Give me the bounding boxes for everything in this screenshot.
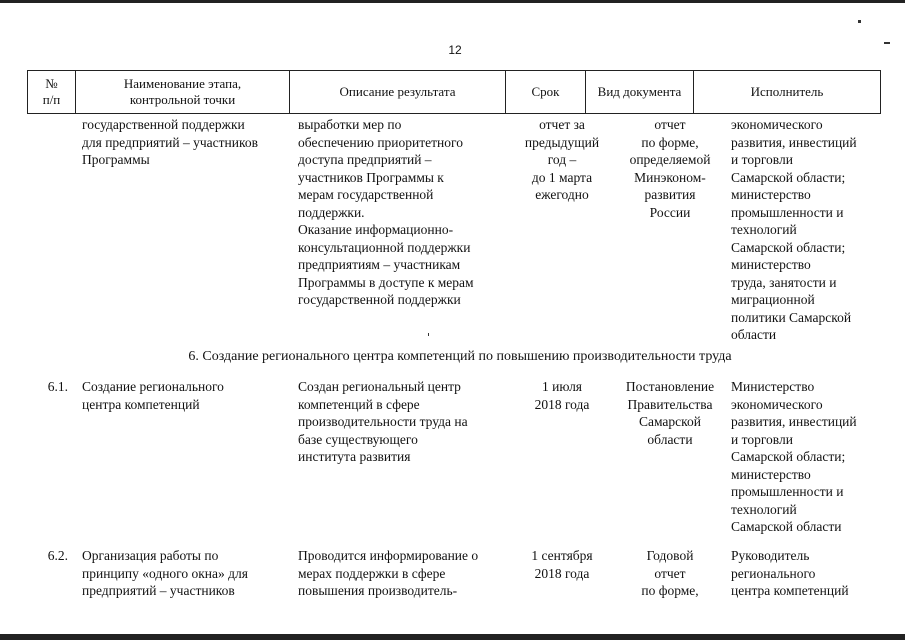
- text-line: мерам государственной: [298, 187, 434, 202]
- header-num: [28, 71, 76, 114]
- text-line: Оказание информационно-: [298, 222, 454, 237]
- header-exec: Исполнитель: [694, 71, 881, 114]
- header-name: [76, 71, 290, 114]
- text-line: доступа предприятий –: [298, 152, 432, 167]
- text-line: базе существующего: [298, 431, 418, 447]
- text-line: мерах поддержки в сфере: [298, 565, 446, 581]
- text-line: до 1 марта: [531, 169, 593, 185]
- text-line: Годовой: [646, 548, 694, 563]
- scan-speck: [428, 333, 429, 336]
- text-line: Программы: [82, 152, 150, 167]
- text-line: развития, инвестиций: [731, 414, 857, 429]
- continued-name: [82, 116, 282, 169]
- text-line: института развития: [298, 449, 411, 464]
- text-line: участников Программы к: [298, 169, 444, 185]
- continued-term: [512, 116, 612, 204]
- text-line: 2018 года: [534, 396, 590, 412]
- text-line: отчет: [654, 117, 686, 132]
- table-header: [27, 70, 881, 114]
- text-line: Создан региональный центр: [298, 379, 461, 394]
- text-line: миграционной: [731, 292, 815, 307]
- text-line: производительности труда на: [298, 414, 468, 429]
- text-line: Проводится информирование о: [298, 548, 479, 563]
- row-6-2-name: [82, 547, 282, 600]
- text-line: Постановление: [625, 379, 715, 394]
- text-line: России: [649, 204, 691, 220]
- text-line: Руководитель: [731, 548, 810, 563]
- text-line: компетенций в сфере: [298, 396, 420, 412]
- row-6-2-num: 6.2.: [47, 548, 68, 563]
- text-line: промышленности и: [731, 484, 844, 499]
- text-line: 1 сентября: [531, 548, 593, 563]
- text-line: Самарской области;: [731, 169, 846, 185]
- text-line: экономического: [731, 117, 823, 132]
- row-6-1-num: 6.1.: [47, 379, 68, 394]
- header-term: Срок: [506, 71, 586, 114]
- text-line: год –: [547, 152, 577, 167]
- header-name-line: Наименование этапа,: [123, 76, 242, 91]
- scan-speck: [858, 20, 861, 23]
- text-line: центра компетенций: [731, 583, 849, 598]
- text-line: предприятий – участников: [82, 583, 235, 598]
- page-number: 12: [448, 43, 462, 57]
- text-line: центра компетенций: [82, 396, 200, 412]
- header-name-line: контрольной точки: [129, 92, 236, 107]
- text-line: промышленности и: [731, 204, 844, 220]
- header-num-line: №: [45, 76, 58, 91]
- row-6-1-term: [512, 378, 612, 413]
- continued-doc: [614, 116, 726, 221]
- row-6-2-doc: [614, 547, 726, 600]
- text-line: и торговли: [731, 152, 793, 167]
- text-line: Министерство: [731, 379, 815, 394]
- row-6-1-name: [82, 378, 282, 413]
- text-line: Организация работы по: [82, 548, 219, 563]
- text-line: технологий: [731, 501, 797, 517]
- text-line: принципу «одного окна» для: [82, 565, 248, 581]
- scan-speck: [884, 42, 890, 44]
- row-6-1-doc: [614, 378, 726, 448]
- text-line: и торговли: [731, 431, 793, 447]
- text-line: 1 июля: [541, 379, 583, 394]
- text-line: регионального: [731, 565, 816, 581]
- text-line: по форме,: [641, 583, 699, 598]
- text-line: министерство: [731, 187, 811, 202]
- continued-desc: [298, 116, 508, 309]
- row-6-2-exec: [731, 547, 881, 600]
- text-line: развития, инвестиций: [731, 134, 857, 150]
- row-6-2-desc: [298, 547, 508, 600]
- text-line: Самарской области;: [731, 449, 846, 464]
- text-line: консультационной поддержки: [298, 239, 471, 255]
- text-line: Программы в доступе к мерам: [298, 274, 474, 290]
- text-line: Самарской области: [731, 519, 842, 534]
- text-line: министерство: [731, 466, 811, 482]
- text-line: технологий: [731, 222, 797, 237]
- text-line: обеспечению приоритетного: [298, 134, 463, 150]
- text-line: политики Самарской: [731, 309, 852, 325]
- text-line: государственной поддержки: [298, 292, 461, 307]
- text-line: Создание регионального: [82, 379, 224, 394]
- text-line: 2018 года: [534, 565, 590, 581]
- text-line: отчет: [654, 565, 686, 581]
- header-num-line: п/п: [42, 92, 61, 107]
- text-line: Правительства: [627, 396, 713, 412]
- text-line: определяемой: [629, 152, 711, 167]
- text-line: повышения производитель-: [298, 583, 458, 598]
- text-line: поддержки.: [298, 204, 365, 220]
- text-line: по форме,: [641, 134, 699, 150]
- text-line: Минэконом-: [634, 169, 706, 185]
- text-line: Самарской: [638, 414, 702, 429]
- text-line: труда, занятости и: [731, 274, 837, 290]
- text-line: развития: [644, 187, 696, 202]
- scan-top-border: [0, 0, 905, 3]
- continued-exec: [731, 116, 881, 344]
- text-line: министерство: [731, 257, 811, 272]
- scan-bottom-border: [0, 634, 905, 640]
- text-line: области: [647, 431, 693, 447]
- text-line: Самарской области;: [731, 239, 846, 255]
- row-6-1-exec: [731, 378, 881, 536]
- text-line: государственной поддержки: [82, 117, 245, 132]
- text-line: области: [731, 327, 777, 342]
- text-line: отчет за: [539, 117, 585, 132]
- text-line: экономического: [731, 396, 823, 412]
- text-line: выработки мер по: [298, 117, 402, 132]
- text-line: ежегодно: [535, 187, 589, 202]
- header-desc: Описание результата: [290, 71, 506, 114]
- header-doc: Вид документа: [586, 71, 694, 114]
- text-line: предприятиям – участникам: [298, 257, 461, 272]
- row-6-2-term: [512, 547, 612, 582]
- section-heading: 6. Создание регионального центра компетенций по повышению производительности труда: [188, 349, 732, 364]
- text-line: предыдущий: [524, 134, 600, 150]
- row-6-1-desc: [298, 378, 508, 466]
- text-line: для предприятий – участников: [82, 134, 258, 150]
